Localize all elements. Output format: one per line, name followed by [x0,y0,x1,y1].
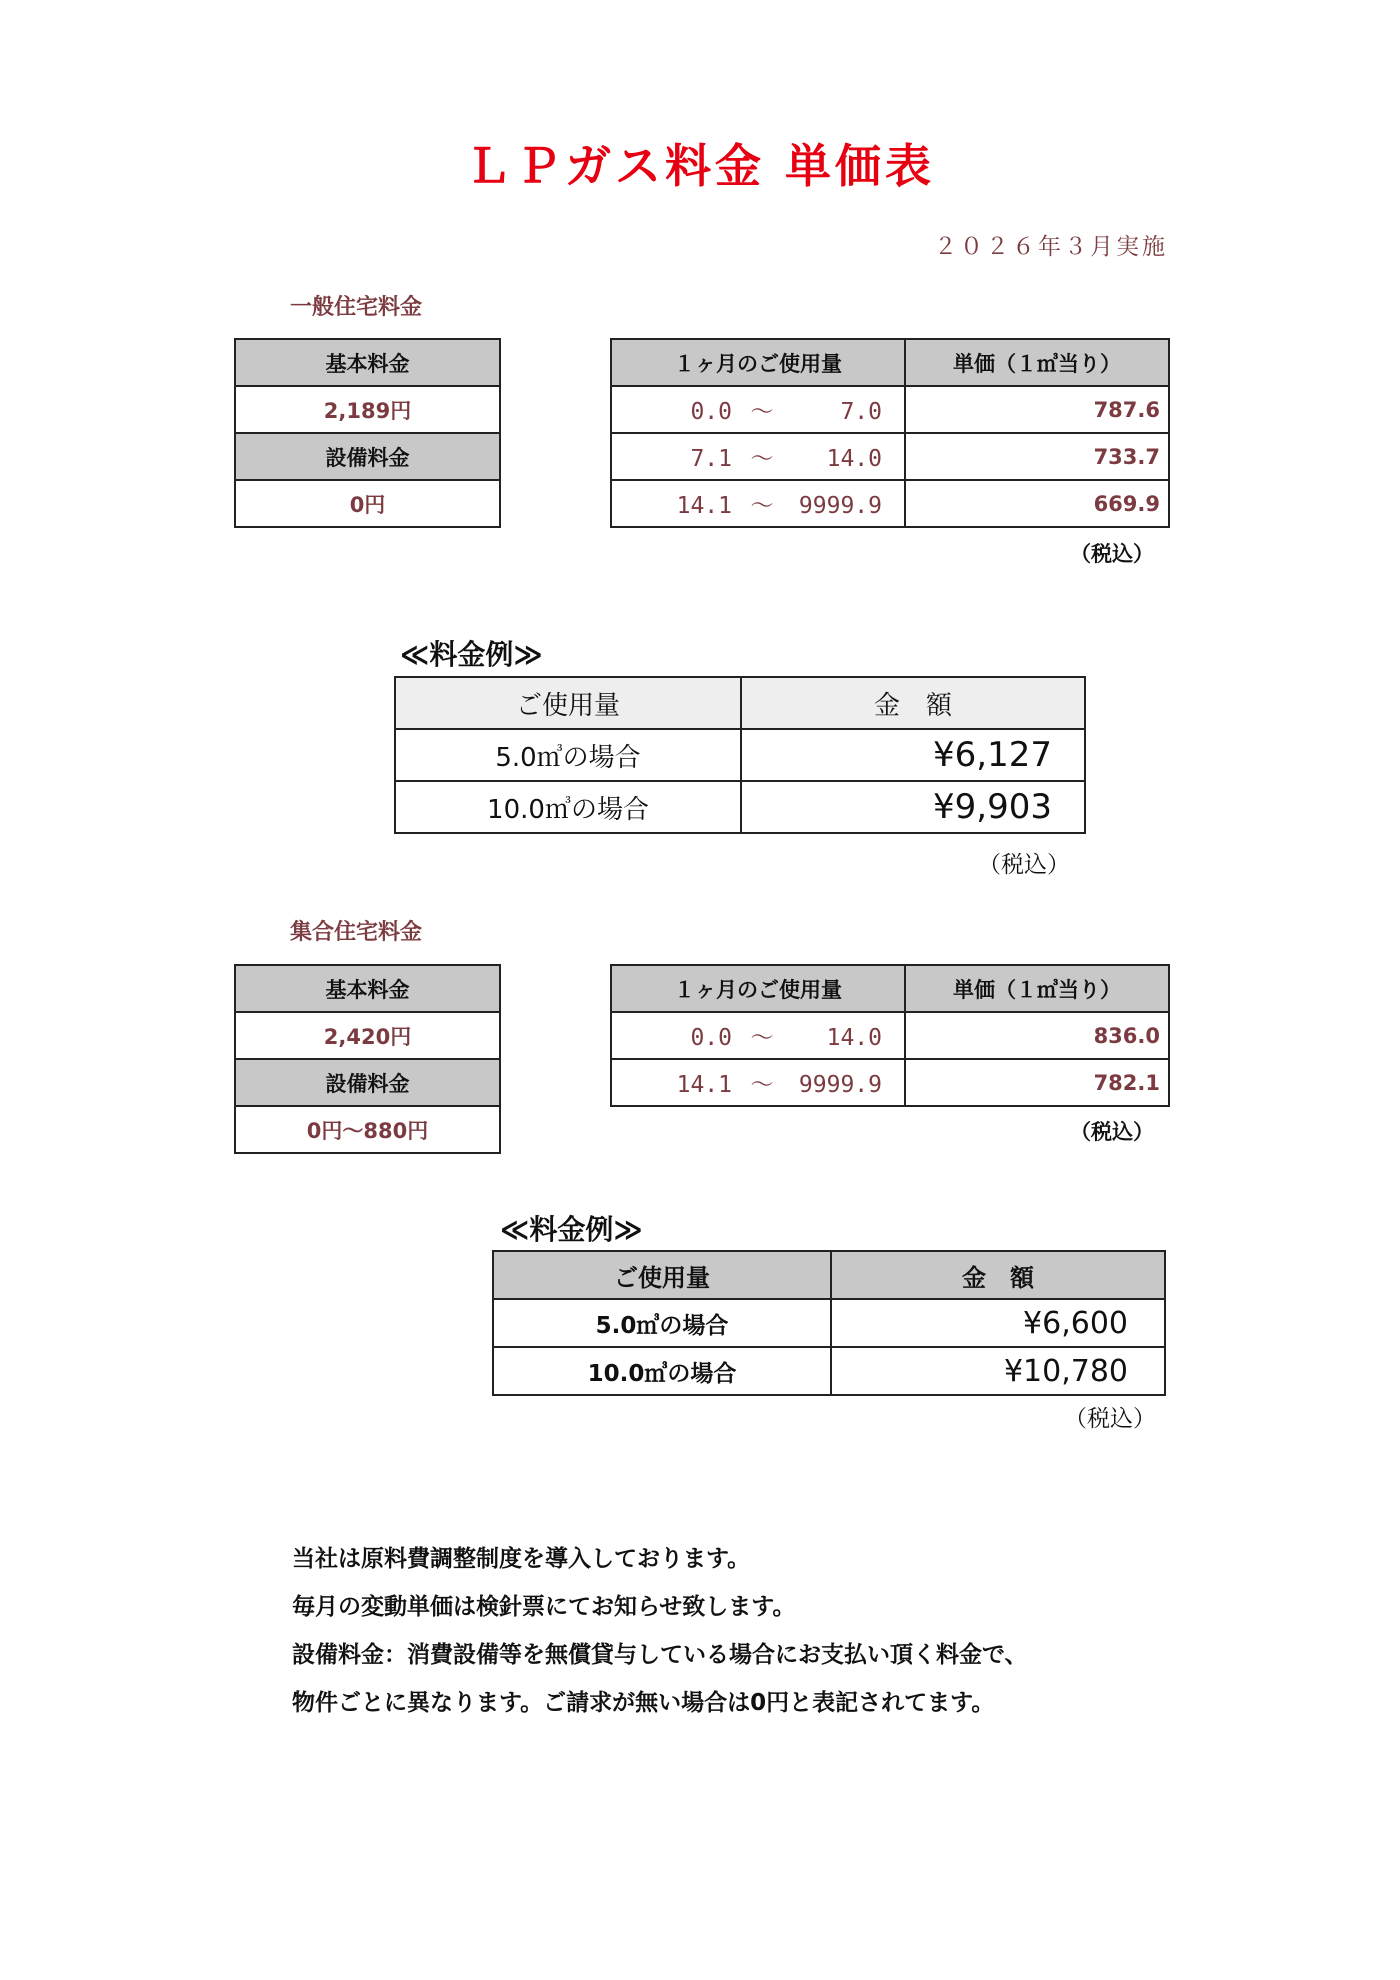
example-usage: 5.0㎥の場合 [395,729,741,781]
table-row [611,433,1169,480]
unit-price-header: 単価（１㎥当り） [905,339,1169,386]
general-example-table [394,676,1086,834]
tier-from: 0.0 [690,1025,732,1051]
example-usage-header: ご使用量 [395,677,741,729]
tier-from: 14.1 [676,493,732,519]
table-row [611,1059,1169,1106]
equipment-fee-value: 0円 [235,480,500,527]
note-line: 物件ごとに異なります。ご請求が無い場合は0円と表記されてます。 [292,1690,995,1716]
general-section-label: 一般住宅料金 [290,295,423,320]
general-example-tax-note: （税込） [978,852,1070,878]
tier-price: 836.0 [905,1012,1169,1059]
tier-to: 14.0 [826,1025,882,1051]
page-title: ＬＰガス料金 単価表 [464,139,935,193]
equipment-fee-label: 設備料金 [235,1059,500,1106]
example-amount: ¥10,780 [831,1347,1165,1395]
example-amount: ¥9,903 [741,781,1085,833]
tier-price: 787.6 [905,386,1169,433]
table-row [493,1299,1165,1347]
table-row [395,781,1085,833]
tier-price: 733.7 [905,433,1169,480]
tier-tilde: ～ [750,493,774,519]
note-line: 当社は原料費調整制度を導入しております。 [292,1546,751,1572]
basic-fee-label: 基本料金 [235,965,500,1012]
usage-header: １ヶ月のご使用量 [611,965,905,1012]
general-example-heading: ≪料金例≫ [400,638,543,671]
general-unit-price-table [610,338,1170,528]
apartment-example-table [492,1250,1166,1396]
example-usage: 10.0㎥の場合 [493,1347,831,1395]
tier-to: 9999.9 [798,1072,882,1098]
apartment-basic-fee-table [234,964,501,1154]
note-line: 毎月の変動単価は検針票にてお知らせ致します。 [292,1594,796,1620]
tier-from: 14.1 [676,1072,732,1098]
table-row [611,480,1169,527]
example-amount-header: 金 額 [741,677,1085,729]
apartment-tax-note: （税込） [1070,1120,1154,1144]
effective-date: ２０２６年３月実施 [934,234,1168,260]
tier-from: 0.0 [690,399,732,425]
apartment-unit-price-table [610,964,1170,1107]
equipment-fee-value: 0円～880円 [235,1106,500,1153]
example-usage: 5.0㎥の場合 [493,1299,831,1347]
basic-fee-label: 基本料金 [235,339,500,386]
tier-from: 7.1 [690,446,732,472]
equipment-fee-label: 設備料金 [235,433,500,480]
notes [292,1535,1028,1727]
example-usage-header: ご使用量 [493,1251,831,1299]
example-amount-header: 金 額 [831,1251,1165,1299]
note-line: 設備料金：消費設備等を無償貸与している場合にお支払い頂く料金で、 [292,1642,1028,1668]
table-row [611,386,1169,433]
example-usage: 10.0㎥の場合 [395,781,741,833]
basic-fee-value: 2,420円 [235,1012,500,1059]
tier-price: 782.1 [905,1059,1169,1106]
example-amount: ¥6,127 [741,729,1085,781]
tier-tilde: ～ [750,399,774,425]
usage-header: １ヶ月のご使用量 [611,339,905,386]
table-row [611,1012,1169,1059]
tier-price: 669.9 [905,480,1169,527]
tier-to: 7.0 [840,399,882,425]
general-tax-note: （税込） [1070,542,1154,566]
general-basic-fee-table [234,338,501,528]
basic-fee-value: 2,189円 [235,386,500,433]
tier-to: 9999.9 [798,493,882,519]
tier-to: 14.0 [826,446,882,472]
tier-tilde: ～ [750,1025,774,1051]
table-row [395,729,1085,781]
apartment-example-tax-note: （税込） [1064,1406,1156,1432]
example-amount: ¥6,600 [831,1299,1165,1347]
unit-price-header: 単価（１㎥当り） [905,965,1169,1012]
tier-tilde: ～ [750,1072,774,1098]
table-row [493,1347,1165,1395]
apartment-section-label: 集合住宅料金 [290,920,423,945]
tier-tilde: ～ [750,446,774,472]
apartment-example-heading: ≪料金例≫ [500,1213,643,1246]
